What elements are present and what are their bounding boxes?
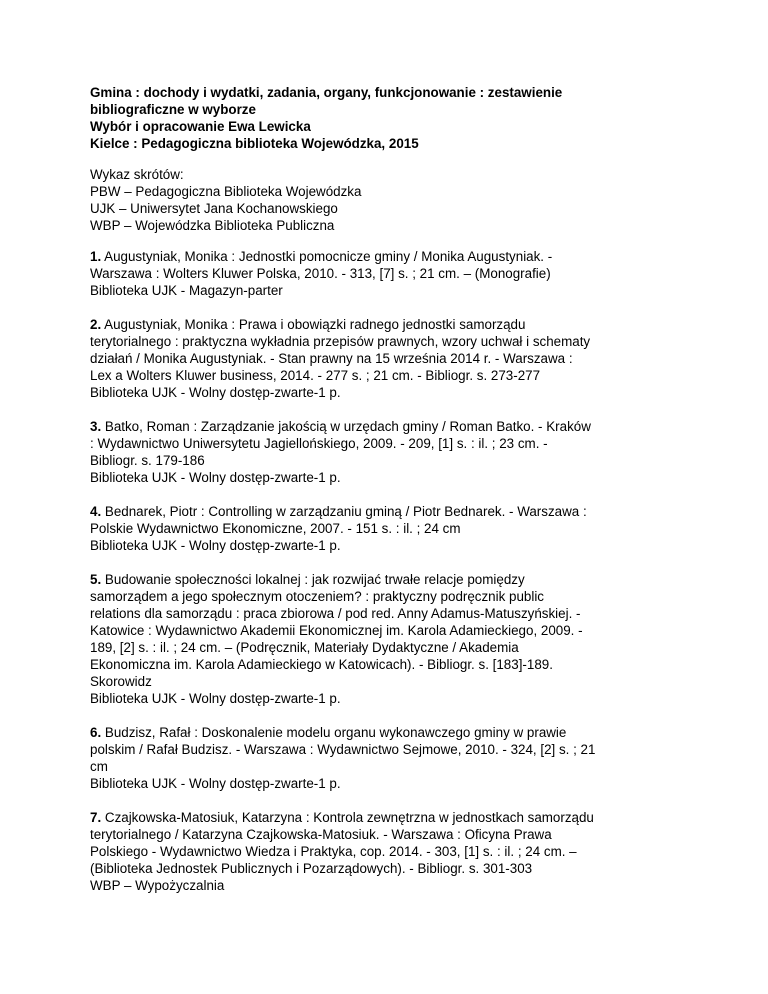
entry-number: 6. — [90, 725, 102, 740]
entry-number: 4. — [90, 504, 102, 519]
abbreviation-item: UJK – Uniwersytet Jana Kochanowskiego — [90, 201, 338, 216]
entry-line: terytorialnego / Katarzyna Czajkowska-Matosiuk. - Warszawa : Oficyna Prawa — [90, 827, 552, 842]
entry-line: relations dla samorządu : praca zbiorowa / pod red. Anny Adamus-Matuszyńskiej. - — [90, 606, 581, 621]
bibliography-entry-4 — [90, 503, 690, 554]
entry-line: terytorialnego : praktyczna wykładnia przepisów prawnych, wzory uchwał i schematy — [90, 334, 591, 349]
entry-number: 3. — [90, 419, 102, 434]
header-title-line-2: bibliograficzne w wyborze — [90, 102, 256, 117]
entry-line: cm — [90, 759, 108, 774]
bibliography-entry-5 — [90, 571, 690, 707]
entry-location: Biblioteka UJK - Wolny dostęp-zwarte-1 p. — [90, 538, 341, 553]
entry-line — [90, 724, 690, 741]
entry-text: Augustyniak, Monika : Jednostki pomocnicze gminy / Monika Augustyniak. - — [101, 249, 553, 264]
abbreviations-title: Wykaz skrótów: — [90, 167, 184, 182]
bibliography-entry-1 — [90, 248, 690, 299]
header-title-line-1: Gmina : dochody i wydatki, zadania, organy, funkcjonowanie : zestawienie — [90, 85, 563, 100]
entry-location: Biblioteka UJK - Wolny dostęp-zwarte-1 p. — [90, 385, 341, 400]
entry-line: (Biblioteka Jednostek Publicznych i Pozarządowych). - Bibliogr. s. 301-303 — [90, 861, 533, 876]
entry-line: 189, [2] s. : il. ; 24 cm. – (Podręcznik, Materiały Dydaktyczne / Akademia — [90, 640, 519, 655]
entry-line — [90, 248, 690, 265]
entry-line: Polskiego - Wydawnictwo Wiedza i Praktyka, cop. 2014. - 303, [1] s. : il. ; 24 cm. – — [90, 844, 577, 859]
entry-number: 7. — [90, 810, 102, 825]
bibliography-entry-6 — [90, 724, 690, 792]
bibliography-entry-2 — [90, 316, 690, 401]
document-header — [90, 84, 690, 152]
entry-location: Biblioteka UJK - Wolny dostęp-zwarte-1 p. — [90, 470, 341, 485]
header-author-line: Wybór i opracowanie Ewa Lewicka — [90, 119, 311, 134]
entry-line: Polskie Wydawnictwo Ekonomiczne, 2007. - 151 s. : il. ; 24 cm — [90, 521, 461, 536]
entry-line — [90, 316, 690, 333]
entry-line — [90, 571, 690, 588]
bibliography-entry-7 — [90, 809, 690, 894]
entry-text: Batko, Roman : Zarządzanie jakością w urzędach gminy / Roman Batko. - Kraków — [101, 419, 591, 434]
entry-location: Biblioteka UJK - Magazyn-parter — [90, 283, 283, 298]
entry-line — [90, 809, 690, 826]
entry-text: Czajkowska-Matosiuk, Katarzyna : Kontrola zewnętrzna w jednostkach samorządu — [101, 810, 594, 825]
entry-line: Katowice : Wydawnictwo Akademii Ekonomicznej im. Karola Adamieckiego, 2009. - — [90, 623, 583, 638]
entry-location: Biblioteka UJK - Wolny dostęp-zwarte-1 p. — [90, 691, 341, 706]
entry-number: 2. — [90, 317, 102, 332]
entry-line: polskim / Rafał Budzisz. - Warszawa : Wydawnictwo Sejmowe, 2010. - 324, [2] s. ; 21 — [90, 742, 596, 757]
entry-line: Bibliogr. s. 179-186 — [90, 453, 205, 468]
entry-line — [90, 418, 690, 435]
entry-text: Budowanie społeczności lokalnej : jak rozwijać trwałe relacje pomiędzy — [101, 572, 525, 587]
entry-line: Skorowidz — [90, 674, 152, 689]
document-page — [90, 84, 690, 911]
entry-line: Lex a Wolters Kluwer business, 2014. - 277 s. ; 21 cm. - Bibliogr. s. 273-277 — [90, 368, 541, 383]
entry-number: 1. — [90, 249, 102, 264]
entry-location: Biblioteka UJK - Wolny dostęp-zwarte-1 p. — [90, 776, 341, 791]
bibliography-entry-3 — [90, 418, 690, 486]
entry-line: działań / Monika Augustyniak. - Stan prawny na 15 września 2014 r. - Warszawa : — [90, 351, 573, 366]
entry-line: samorządem a jego społecznym otoczeniem? : praktyczny podręcznik public — [90, 589, 545, 604]
entry-text: Budzisz, Rafał : Doskonalenie modelu organu wykonawczego gminy w prawie — [101, 725, 567, 740]
abbreviations-list — [90, 166, 690, 234]
entry-line: : Wydawnictwo Uniwersytetu Jagiellońskiego, 2009. - 209, [1] s. : il. ; 23 cm. - — [90, 436, 548, 451]
entry-text: Bednarek, Piotr : Controlling w zarządzaniu gminą / Piotr Bednarek. - Warszawa : — [101, 504, 587, 519]
header-publisher-line: Kielce : Pedagogiczna biblioteka Wojewódzka, 2015 — [90, 136, 419, 151]
entry-line: Ekonomiczna im. Karola Adamieckiego w Katowicach). - Bibliogr. s. [183]-189. — [90, 657, 553, 672]
entry-number: 5. — [90, 572, 102, 587]
abbreviation-item: PBW – Pedagogiczna Biblioteka Wojewódzka — [90, 184, 362, 199]
entry-line — [90, 503, 690, 520]
entry-line: Warszawa : Wolters Kluwer Polska, 2010. - 313, [7] s. ; 21 cm. – (Monografie) — [90, 266, 551, 281]
abbreviation-item: WBP – Wojewódzka Biblioteka Publiczna — [90, 218, 335, 233]
entry-location: WBP – Wypożyczalnia — [90, 878, 225, 893]
entry-text: Augustyniak, Monika : Prawa i obowiązki radnego jednostki samorządu — [101, 317, 526, 332]
